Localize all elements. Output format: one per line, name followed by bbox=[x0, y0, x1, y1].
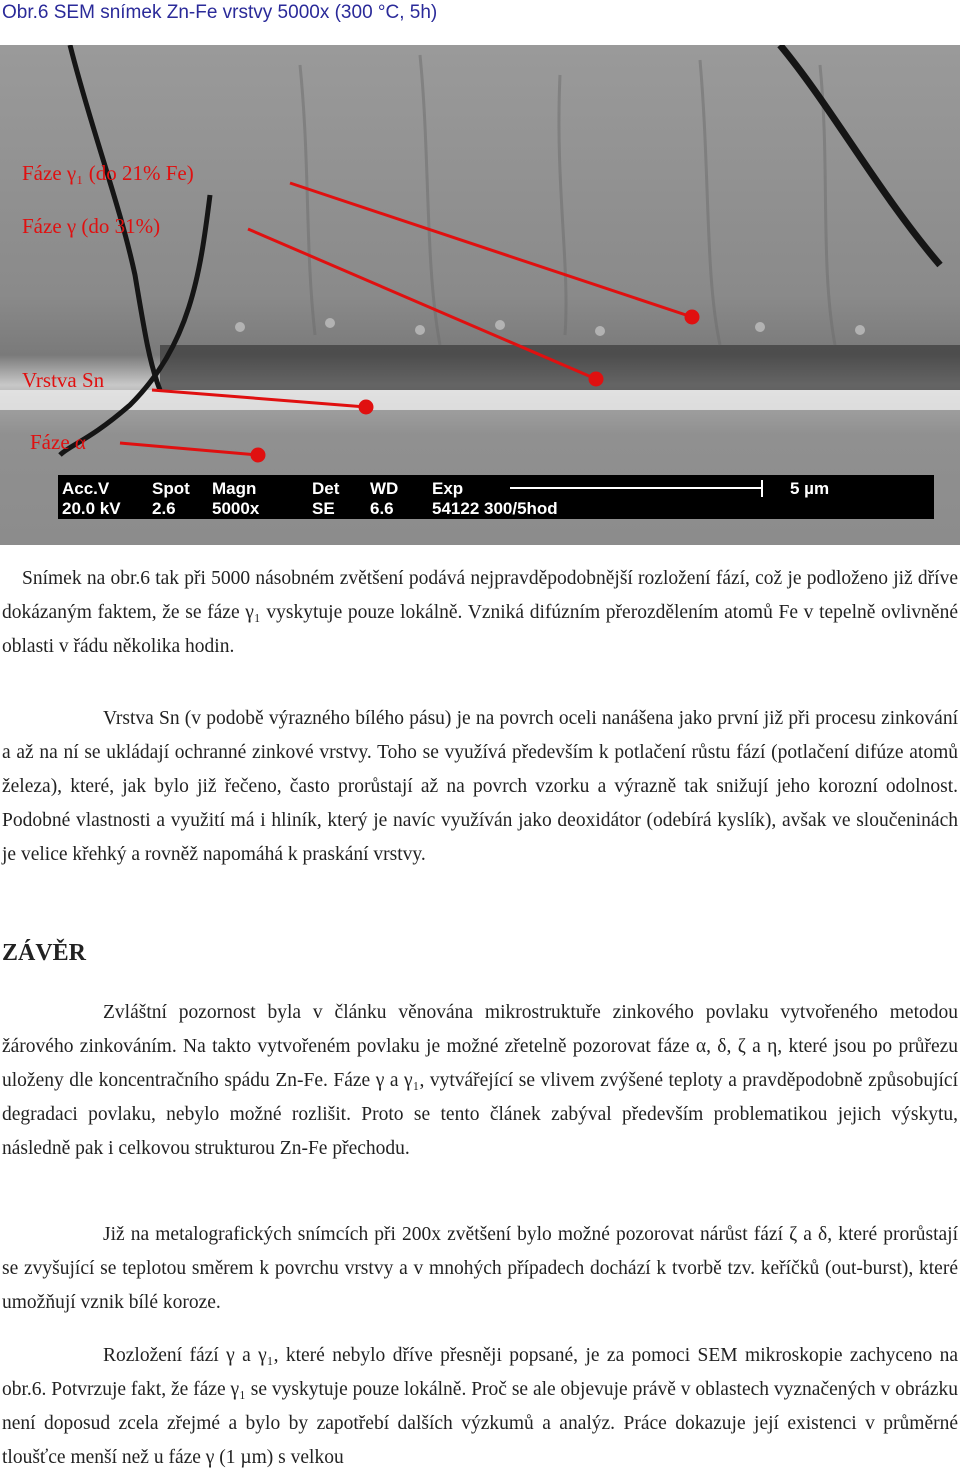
info-det-head: Det bbox=[312, 479, 340, 498]
paragraph-1: Snímek na obr.6 tak při 5000 násobném zvětšení podává nejpravděpodobnější rozložení fází, což je podloženo již dříve dokázaným faktem, že se fáze γ₁ vyskytuje pouze lokálně. Vzniká difúzním přerozdělením atomů Fe v tepelně ovlivněné oblasti v řádu několika hodin. bbox=[2, 568, 958, 657]
paragraph-4: Již na metalografických snímcích při 200x zvětšení bylo možné pozorovat nárůst fází ζ a δ, které prorůstají se zvyšující se teplotou směrem k povrchu vrstvy a v mnohých případech dochází k tvorbě tzv. keříčků (out-burst), které umožňují vznik bílé koroze. bbox=[2, 1224, 958, 1313]
info-scale-label: 5 µm bbox=[790, 479, 830, 498]
label-phase-gamma: Fáze γ (do 31%) bbox=[22, 214, 161, 238]
info-spot-head: Spot bbox=[152, 479, 190, 498]
info-magn-head: Magn bbox=[212, 479, 257, 498]
label-phase-alpha: Fáze α bbox=[30, 430, 86, 454]
paragraph-5: Rozložení fází γ a γ₁, které nebylo dříve přesněji popsané, je za pomoci SEM mikroskopie zachyceno na obr.6. Potvrzuje fakt, že fáze γ₁ se vyskytuje pouze lokálně. Proč se ale objevuje právě v oblastech vyznačených v obrázku není doposud zcela zřejmé a bylo by zapotřebí dalších výzkumů a analýz. Práce dokazuje její existenci v průměrné tloušťce menší než u fáze γ (1 µm) s velkou bbox=[2, 1345, 958, 1468]
info-exp-val: 54122 300/5hod bbox=[432, 499, 558, 518]
info-accv-head: Acc.V bbox=[62, 479, 110, 498]
info-magn-val: 5000x bbox=[212, 499, 260, 518]
paragraph-2: Vrstva Sn (v podobě výrazného bílého pásu) je na povrch oceli nanášena jako první již při procesu zinkování a až na ní se ukládají ochranné zinkové vrstvy. Toho se využívá především k potlačení růstu fází (potlačení difúze atomů železa), které, jak bylo již řečeno, často prorůstají až na povrch vzorku a výrazně tak snižují jeho korozní odolnost. Podobné vlastnosti a využití má i hliník, který je navíc využíván jako deoxidátor (odebírá kyslík), avšak ve sloučeninách je velice křehký a rovněž napomáhá k praskání vrstvy. bbox=[2, 708, 958, 865]
info-spot-val: 2.6 bbox=[152, 499, 176, 518]
label-phase-gamma1: Fáze γ₁ (do 21% Fe) bbox=[22, 161, 194, 185]
paragraph-3: Zvláštní pozornost byla v článku věnována mikrostruktuře zinkového povlaku vytvořeného metodou žárového zinkováním. Na takto vytvořeném povlaku je možné zřetelně pozorovat fáze α, δ, ζ a η, které jsou po průřezu uloženy dle koncentračního spádu Zn-Fe. Fáze γ a γ₁, vytvářející se vlivem zvýšené teploty a pravděpodobně způsobující degradaci povlaku, nebylo možné rozlišit. Proto se tento článek zabýval především problematikou jejich výskytu, následně pak i celkovou strukturou Zn-Fe přechodu. bbox=[2, 1002, 958, 1159]
micrograph-background bbox=[0, 45, 960, 545]
info-exp-head: Exp bbox=[432, 479, 464, 498]
info-accv-val: 20.0 kV bbox=[62, 499, 121, 518]
section-heading-zaver: ZÁVĚR bbox=[2, 940, 87, 966]
label-layer-sn: Vrstva Sn bbox=[22, 368, 105, 392]
figure-caption: Obr.6 SEM snímek Zn-Fe vrstvy 5000x (300 °C, 5h) bbox=[2, 2, 438, 23]
info-wd-head: WD bbox=[370, 479, 399, 498]
info-wd-val: 6.6 bbox=[370, 499, 394, 518]
sem-micrograph bbox=[0, 45, 960, 545]
dark-band bbox=[160, 345, 960, 390]
info-det-val: SE bbox=[312, 499, 335, 518]
